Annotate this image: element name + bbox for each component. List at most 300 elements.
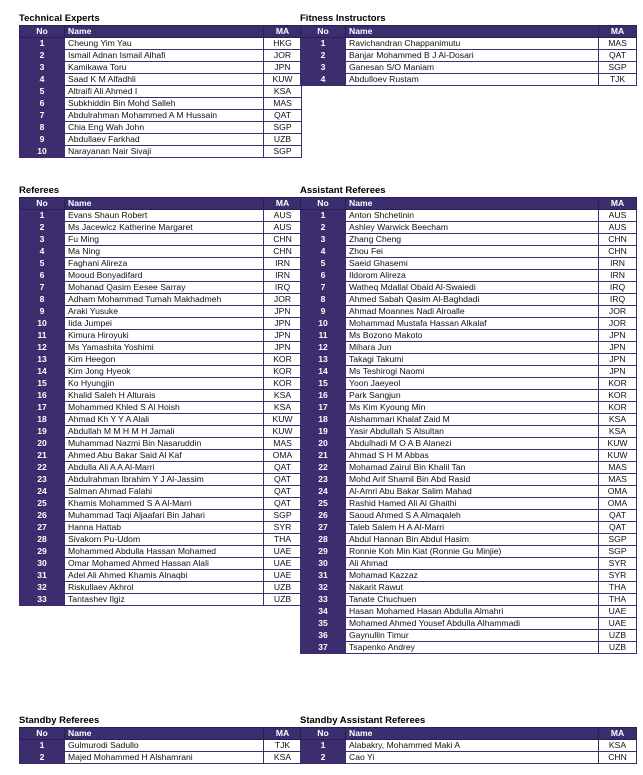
row-number: 29 [301,546,346,558]
table-row [301,234,637,246]
table-row [20,146,302,158]
member-association: SGP [264,510,302,522]
table-row [20,330,302,342]
row-number: 3 [301,234,346,246]
referees-table [19,197,302,606]
technical-experts-title: Technical Experts [19,13,100,24]
standby-referees-section [19,715,302,764]
row-number: 37 [301,642,346,654]
person-name: Mohanad Qasim Eesee Sarray [65,282,264,294]
person-name: Adel Ali Ahmed Khamis Alnaqbi [65,570,264,582]
member-association: CHN [264,246,302,258]
row-number: 33 [301,594,346,606]
member-association: KOR [264,354,302,366]
table-row [20,414,302,426]
member-association: SYR [264,522,302,534]
person-name: Faghani Alireza [65,258,264,270]
person-name: Salman Ahmad Falahi [65,486,264,498]
table-row [20,426,302,438]
table-row [20,122,302,134]
member-association: MAS [599,38,637,50]
person-name: Araki Yusuke [65,306,264,318]
member-association: SGP [599,62,637,74]
member-association: KSA [264,752,302,764]
row-number: 1 [20,740,65,752]
member-association: SGP [264,146,302,158]
member-association: JPN [264,306,302,318]
table-row [301,752,637,764]
row-number: 23 [301,474,346,486]
person-name: Gaynullin Timur [346,630,599,642]
row-number: 19 [301,426,346,438]
table-row [301,210,637,222]
table-row [20,438,302,450]
person-name: Ashley Warwick Beecham [346,222,599,234]
row-number: 4 [20,246,65,258]
person-name: Ahmad Moannes Nadi Alroalle [346,306,599,318]
member-association: SGP [599,546,637,558]
table-row [20,354,302,366]
header-name: Name [346,198,599,210]
member-association: IRN [264,258,302,270]
table-row [301,306,637,318]
header-name: Name [346,26,599,38]
header-ma: MA [264,26,302,38]
table-row [301,474,637,486]
row-number: 21 [301,450,346,462]
table-row [20,510,302,522]
member-association: IRQ [599,294,637,306]
member-association: MAS [264,98,302,110]
row-number: 21 [20,450,65,462]
row-number: 1 [301,740,346,752]
person-name: Ahmad Kh Y Y A Alali [65,414,264,426]
header-name: Name [65,198,264,210]
table-row [20,110,302,122]
member-association: JOR [264,294,302,306]
row-number: 30 [20,558,65,570]
person-name: Abdulrahman Mohammed A M Hussain [65,110,264,122]
member-association: UAE [599,606,637,618]
member-association: UZB [264,134,302,146]
member-association: MAS [599,474,637,486]
table-row [301,354,637,366]
member-association: MAS [264,438,302,450]
member-association: JPN [599,330,637,342]
member-association: SGP [264,122,302,134]
member-association: CHN [599,752,637,764]
person-name: Ma Ning [65,246,264,258]
member-association: QAT [599,510,637,522]
member-association: OMA [264,450,302,462]
member-association: QAT [264,462,302,474]
table-row [20,294,302,306]
table-row [20,594,302,606]
person-name: Cao Yi [346,752,599,764]
person-name: Subkhiddin Bin Mohd Salleh [65,98,264,110]
member-association: UZB [264,594,302,606]
table-row [301,270,637,282]
table-row [301,426,637,438]
person-name: Park Sangjun [346,390,599,402]
standby-assistant-referees-table [300,727,637,764]
row-number: 25 [20,498,65,510]
member-association: UZB [264,582,302,594]
person-name: Ms Jacewicz Katherine Margaret [65,222,264,234]
table-row [20,450,302,462]
row-number: 1 [301,210,346,222]
row-number: 6 [20,98,65,110]
member-association: THA [599,582,637,594]
row-number: 19 [20,426,65,438]
person-name: Alshammari Khalaf Zaid M [346,414,599,426]
assistant-referees-section [300,185,637,654]
table-row [301,246,637,258]
table-row [301,498,637,510]
row-number: 14 [301,366,346,378]
row-number: 20 [301,438,346,450]
member-association: JPN [264,62,302,74]
row-number: 7 [20,110,65,122]
person-name: Mohamed Ahmed Yousef Abdulla Alhammadi [346,618,599,630]
member-association: AUS [264,222,302,234]
person-name: Muhammad Nazmi Bin Nasaruddin [65,438,264,450]
table-row [20,498,302,510]
person-name: Ahmed Abu Bakar Said Al Kaf [65,450,264,462]
member-association: IRQ [264,282,302,294]
table-row [301,606,637,618]
technical-experts-section [19,13,302,158]
person-name: Cheung Yim Yau [65,38,264,50]
member-association: KSA [264,390,302,402]
person-name: Altraifi Ali Ahmed I [65,86,264,98]
table-row [301,618,637,630]
row-number: 7 [301,282,346,294]
table-row [20,752,302,764]
member-association: KSA [264,402,302,414]
table-row [301,570,637,582]
member-association: JOR [599,306,637,318]
header-no: No [20,728,65,740]
row-number: 32 [20,582,65,594]
member-association: JPN [264,342,302,354]
member-association: MAS [599,462,637,474]
row-number: 30 [301,558,346,570]
person-name: Ko Hyungjin [65,378,264,390]
header-no: No [301,198,346,210]
referees-section [19,185,302,606]
fitness-instructors-table [300,25,637,86]
person-name: Ms Kim Kyoung Min [346,402,599,414]
row-number: 32 [301,582,346,594]
member-association: KOR [599,378,637,390]
row-number: 28 [301,534,346,546]
referees-title: Referees [19,185,60,196]
table-row [301,642,637,654]
row-number: 23 [20,474,65,486]
header-ma: MA [599,198,637,210]
table-row [301,630,637,642]
person-name: Banjar Mohammed B J Al-Dosari [346,50,599,62]
person-name: Mohammed Abdulla Hassan Mohamed [65,546,264,558]
row-number: 3 [301,62,346,74]
table-row [20,210,302,222]
table-row [301,378,637,390]
table-row [301,546,637,558]
row-number: 36 [301,630,346,642]
table-row [301,740,637,752]
header-no: No [301,26,346,38]
fitness-instructors-title: Fitness Instructors [300,13,386,24]
person-name: Ganesan S/O Maniam [346,62,599,74]
table-row [20,342,302,354]
row-number: 2 [20,50,65,62]
person-name: Kimura Hiroyuki [65,330,264,342]
person-name: Abdulla Ali A A Al-Marri [65,462,264,474]
member-association: QAT [264,110,302,122]
member-association: KUW [599,438,637,450]
member-association: SGP [599,534,637,546]
standby-referees-title: Standby Referees [19,715,100,726]
member-association: IRN [599,270,637,282]
person-name: Tsapenko Andrey [346,642,599,654]
row-number: 2 [301,752,346,764]
person-name: Hanna Hattab [65,522,264,534]
person-name: Abdul Hannan Bin Abdul Hasim [346,534,599,546]
person-name: Gulmurodi Sadullo [65,740,264,752]
row-number: 25 [301,498,346,510]
person-name: Muhammad Taqi Aljaafari Bin Jahari [65,510,264,522]
person-name: Mohd Arif Shamil Bin Abd Rasid [346,474,599,486]
row-number: 24 [20,486,65,498]
member-association: KOR [264,378,302,390]
row-number: 1 [301,38,346,50]
header-no: No [301,728,346,740]
table-row [20,246,302,258]
person-name: Khalid Saleh H Alturais [65,390,264,402]
row-number: 2 [20,222,65,234]
member-association: OMA [599,498,637,510]
person-name: Mohamad Kazzaz [346,570,599,582]
person-name: Mooud Bonyadifard [65,270,264,282]
row-number: 33 [20,594,65,606]
table-row [20,258,302,270]
person-name: Abdullaev Farkhad [65,134,264,146]
member-association: AUS [264,210,302,222]
member-association: AUS [599,222,637,234]
row-number: 7 [20,282,65,294]
member-association: KSA [599,414,637,426]
member-association: JPN [264,318,302,330]
member-association: KOR [599,390,637,402]
row-number: 13 [301,354,346,366]
row-number: 18 [20,414,65,426]
table-row [20,98,302,110]
row-number: 1 [20,210,65,222]
row-number: 8 [20,294,65,306]
member-association: JOR [264,50,302,62]
person-name: Zhang Cheng [346,234,599,246]
row-number: 11 [301,330,346,342]
row-number: 11 [20,330,65,342]
header-ma: MA [599,728,637,740]
table-row [20,390,302,402]
member-association: TJK [599,74,637,86]
row-number: 4 [301,74,346,86]
fitness-instructors-section [300,13,637,86]
member-association: KUW [264,426,302,438]
table-row [301,558,637,570]
person-name: Kim Jong Hyeok [65,366,264,378]
table-row [301,462,637,474]
table-row [20,366,302,378]
person-name: Narayanan Nair Sivaji [65,146,264,158]
member-association: CHN [599,246,637,258]
row-number: 26 [301,510,346,522]
table-row [20,546,302,558]
member-association: KUW [599,450,637,462]
person-name: Yoon Jaeyeol [346,378,599,390]
row-number: 15 [301,378,346,390]
person-name: Watheq Mdallal Obaid Al-Swaiedi [346,282,599,294]
table-row [20,474,302,486]
table-row [20,378,302,390]
person-name: Ravichandran Chappanimutu [346,38,599,50]
table-row [301,522,637,534]
person-name: Kim Heegon [65,354,264,366]
table-row [301,450,637,462]
person-name: Majed Mohammed H Alshamrani [65,752,264,764]
row-number: 35 [301,618,346,630]
member-association: QAT [264,498,302,510]
member-association: UAE [599,618,637,630]
table-row [20,134,302,146]
row-number: 10 [20,318,65,330]
member-association: JPN [599,342,637,354]
row-number: 16 [20,390,65,402]
member-association: UAE [264,546,302,558]
row-number: 2 [20,752,65,764]
row-number: 15 [20,378,65,390]
table-row [301,402,637,414]
row-number: 14 [20,366,65,378]
table-row [301,438,637,450]
header-name: Name [65,26,264,38]
person-name: Abdulhadi M O A B Alanezi [346,438,599,450]
row-number: 8 [301,294,346,306]
member-association: IRN [264,270,302,282]
person-name: Mihara Jun [346,342,599,354]
row-number: 22 [301,462,346,474]
row-number: 4 [20,74,65,86]
header-name: Name [65,728,264,740]
member-association: SYR [599,558,637,570]
row-number: 31 [301,570,346,582]
table-row [301,318,637,330]
person-name: Mohammed Khled S Al Hoish [65,402,264,414]
person-name: Ahmed Sabah Qasim Al-Baghdadi [346,294,599,306]
member-association: KSA [599,740,637,752]
person-name: Tanate Chuchuen [346,594,599,606]
row-number: 10 [301,318,346,330]
row-number: 28 [20,534,65,546]
person-name: Mohammad Mustafa Hassan Alkalaf [346,318,599,330]
table-row [301,582,637,594]
person-name: Taleb Salem H A Al-Marri [346,522,599,534]
table-row [301,330,637,342]
member-association: TJK [264,740,302,752]
person-name: Ahmad S H M Abbas [346,450,599,462]
row-number: 2 [301,50,346,62]
row-number: 9 [20,306,65,318]
person-name: Anton Shchetinin [346,210,599,222]
member-association: JOR [599,318,637,330]
row-number: 17 [20,402,65,414]
row-number: 1 [20,38,65,50]
member-association: UAE [264,570,302,582]
row-number: 27 [20,522,65,534]
table-row [301,486,637,498]
member-association: IRQ [599,282,637,294]
row-number: 2 [301,222,346,234]
person-name: Khamis Mohammed S A Al-Marri [65,498,264,510]
person-name: Yasir Abdullah S Alsultan [346,426,599,438]
member-association: CHN [599,234,637,246]
table-row [301,294,637,306]
standby-assistant-referees-section [300,715,637,764]
person-name: Ildorom Alireza [346,270,599,282]
table-row [20,570,302,582]
row-number: 12 [20,342,65,354]
table-row [301,38,637,50]
table-row [301,390,637,402]
row-number: 9 [301,306,346,318]
member-association: QAT [264,474,302,486]
person-name: Ali Ahmad [346,558,599,570]
table-row [20,74,302,86]
table-row [20,270,302,282]
person-name: Iida Jumpei [65,318,264,330]
row-number: 4 [301,246,346,258]
member-association: JPN [599,366,637,378]
person-name: Ms Teshirogi Naomi [346,366,599,378]
person-name: Chia Eng Wah John [65,122,264,134]
person-name: Abdullah M M H M H Jamali [65,426,264,438]
person-name: Abdulloev Rustam [346,74,599,86]
row-number: 26 [20,510,65,522]
member-association: KSA [264,86,302,98]
table-row [301,342,637,354]
member-association: KOR [264,366,302,378]
member-association: UZB [599,642,637,654]
table-row [301,50,637,62]
person-name: Nakarit Rawut [346,582,599,594]
header-ma: MA [264,198,302,210]
row-number: 24 [301,486,346,498]
person-name: Tantashev Ilgiz [65,594,264,606]
table-row [301,258,637,270]
row-number: 27 [301,522,346,534]
table-row [20,486,302,498]
member-association: KUW [264,74,302,86]
header-no: No [20,198,65,210]
member-association: IRN [599,258,637,270]
table-row [20,462,302,474]
person-name: Riskullaev Akhrol [65,582,264,594]
table-row [20,50,302,62]
table-row [20,558,302,570]
table-row [301,62,637,74]
